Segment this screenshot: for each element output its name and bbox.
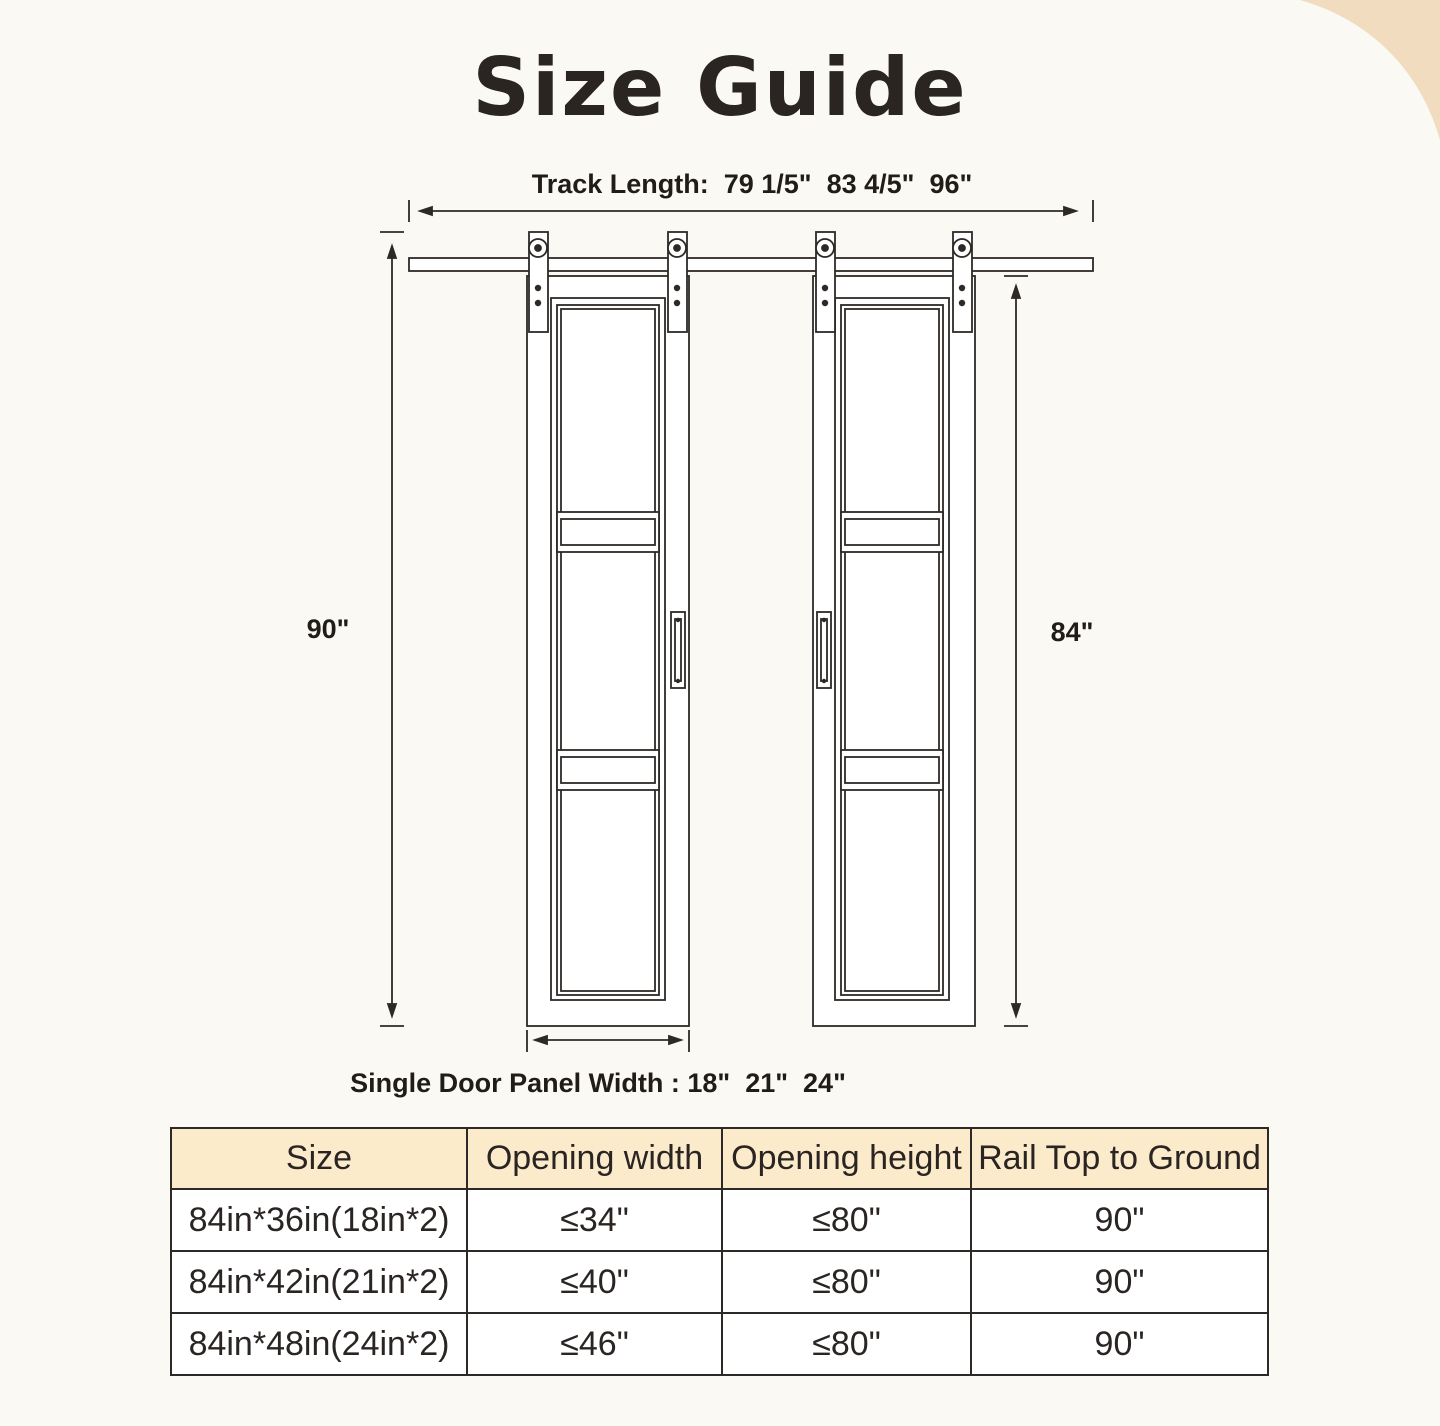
table-header-row bbox=[171, 1128, 1268, 1189]
table-row bbox=[171, 1189, 1268, 1251]
panel-width-label: Single Door Panel Width : 18" 21" 24" bbox=[350, 1068, 846, 1098]
sliding-rail bbox=[409, 258, 1093, 271]
cell-opening-height: ≤80" bbox=[722, 1251, 971, 1313]
table-row bbox=[171, 1313, 1268, 1375]
header-size: Size bbox=[171, 1128, 467, 1189]
left-door bbox=[527, 232, 689, 1026]
door-height-label: 84" bbox=[1050, 617, 1094, 647]
header-rail-top-to-ground: Rail Top to Ground bbox=[971, 1128, 1268, 1189]
cell-size: 84in*42in(21in*2) bbox=[171, 1251, 467, 1313]
table-row bbox=[171, 1251, 1268, 1313]
cell-rail-top-to-ground: 90" bbox=[971, 1189, 1268, 1251]
cell-opening-height: ≤80" bbox=[722, 1189, 971, 1251]
cell-size: 84in*36in(18in*2) bbox=[171, 1189, 467, 1251]
header-opening-width: Opening width bbox=[467, 1128, 722, 1189]
cell-opening-width: ≤40" bbox=[467, 1251, 722, 1313]
track-length-label: Track Length: 79 1/5" 83 4/5" 96" bbox=[531, 169, 973, 199]
cell-rail-top-to-ground: 90" bbox=[971, 1313, 1268, 1375]
hanger-wheels bbox=[529, 239, 971, 257]
cell-opening-height: ≤80" bbox=[722, 1313, 971, 1375]
overall-height-label: 90" bbox=[306, 614, 350, 644]
cell-opening-width: ≤34" bbox=[467, 1189, 722, 1251]
cell-rail-top-to-ground: 90" bbox=[971, 1251, 1268, 1313]
size-table bbox=[170, 1127, 1269, 1376]
cell-opening-width: ≤46" bbox=[467, 1313, 722, 1375]
page-title: Size Guide bbox=[472, 41, 968, 134]
right-door bbox=[813, 232, 975, 1026]
header-opening-height: Opening height bbox=[722, 1128, 971, 1189]
cell-size: 84in*48in(24in*2) bbox=[171, 1313, 467, 1375]
